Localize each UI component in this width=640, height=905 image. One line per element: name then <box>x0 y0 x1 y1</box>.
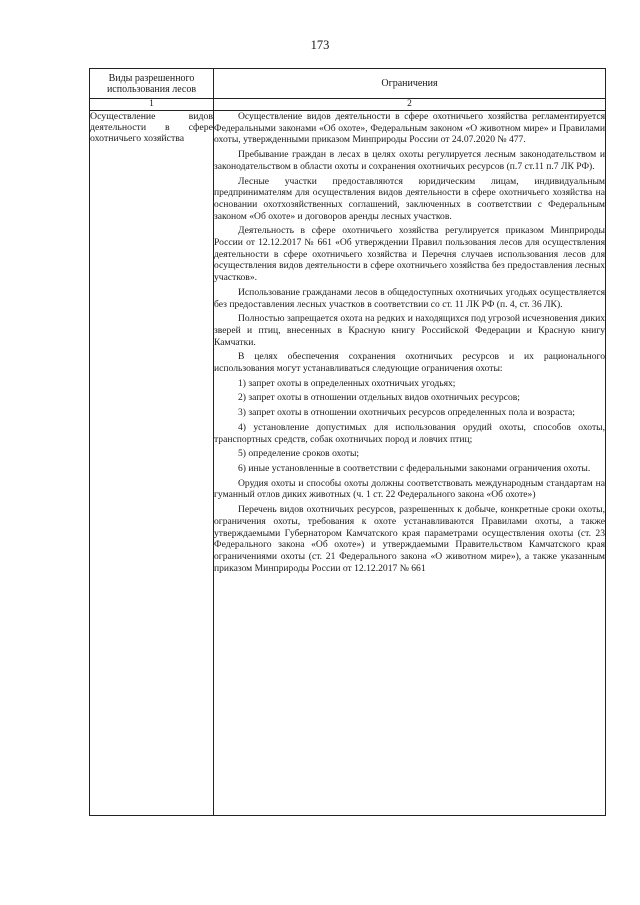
list-item: 5) определение сроков охоты; <box>238 448 360 460</box>
forest-use-type-cell: Осуществление видов деятельности в сфере охотничьего хозяйства <box>90 111 214 816</box>
restrictions-cell <box>214 111 606 816</box>
restrictions-table <box>89 68 606 816</box>
paragraph: Осуществление видов деятельности в сфере охотничьего хозяйства регламентируется Федеральными законами «Об охоте», Федеральным законом «О животном мире» и Правилами охоты, утвержденными приказом Минприроды России от 24.07.2020 № 477. <box>214 111 605 146</box>
paragraph: Пребывание граждан в лесах в целях охоты регулируется лесным законодательством и законодательством в области охоты и сохранения охотничьих ресурсов (п.7 ст.11 п.7 ЛК РФ). <box>214 149 605 172</box>
paragraph: Перечень видов охотничьих ресурсов, разрешенных к добыче, конкретные сроки охоты, ограничения охоты, требования к охоте устанавливаются Правилами охоты, а также утверждаемыми Губернатором Камчатского края параметрами осуществления охоты (ст. 23 Федерального закона «Об охоте») и утверждаемыми Правительством Камчатского края ограничениями охоты (ст. 21 Федерального закона «О животном мире»), а также указанным приказом Минприроды России от 12.12.2017 № 661 <box>214 504 605 574</box>
page-number: 173 <box>310 38 330 52</box>
header-restrictions: Ограничения <box>214 69 606 99</box>
table-header-row <box>90 69 606 99</box>
list-item: 2) запрет охоты в отношении отдельных видов охотничьих ресурсов; <box>238 392 520 404</box>
header-forest-use-types: Виды разрешенного использования лесов <box>90 69 214 99</box>
column-number-1: 1 <box>90 99 214 111</box>
column-number-2: 2 <box>214 99 606 111</box>
list-item: 4) установление допустимых для использования орудий охоты, способов охоты, транспортных средств, собак охотничьих пород и ловчих птиц; <box>214 421 605 445</box>
column-number-row <box>90 99 606 111</box>
list-item: 1) запрет охоты в определенных охотничьих угодьях; <box>238 377 456 389</box>
paragraph: Лесные участки предоставляются юридическим лицам, индивидуальным предпринимателям для осуществления видов деятельности в сфере охотничьего хозяйства на основании охотхозяйственных соглашений, заключенных в соответствии с Федеральным законом «Об охоте» и договоров аренды лесных участков. <box>214 175 605 222</box>
paragraph: Орудия охоты и способы охоты должны соответствовать международным стандартам на гуманный отлов диких животных (ч. 1 ст. 22 Федерального закона «Об охоте») <box>214 477 605 501</box>
paragraph: Полностью запрещается охота на редких и находящихся под угрозой исчезновения диких зверей и птиц, внесенных в Красную книгу Российской Федерации и Красную книгу Камчатки. <box>214 313 605 348</box>
paragraph: Деятельность в сфере охотничьего хозяйства регулируется приказом Минприроды России от 12.12.2017 № 661 «Об утверждении Правил пользования лесов для осуществления деятельности в сфере охотничьего хозяйства и Перечня случаев использования лесов для осуществления видов деятельности в сфере охотничьего хозяйства без предоставления лесных участков». <box>214 225 605 284</box>
paragraph: В целях обеспечения сохранения охотничьих ресурсов и их рационального использования могут устанавливаться следующие ограничения охоты: <box>214 351 605 375</box>
table-row <box>90 111 606 816</box>
paragraph: Использование гражданами лесов в общедоступных охотничьих угодьях осуществляется без предоставления лесных участков в соответствии со ст. 11 ЛК РФ (п. 4, ст. 36 ЛК). <box>214 286 605 310</box>
list-item: 3) запрет охоты в отношении охотничьих ресурсов определенных пола и возраста; <box>238 407 575 419</box>
list-item: 6) иные установленные в соответствии с федеральными законами ограничения охоты. <box>238 462 591 474</box>
